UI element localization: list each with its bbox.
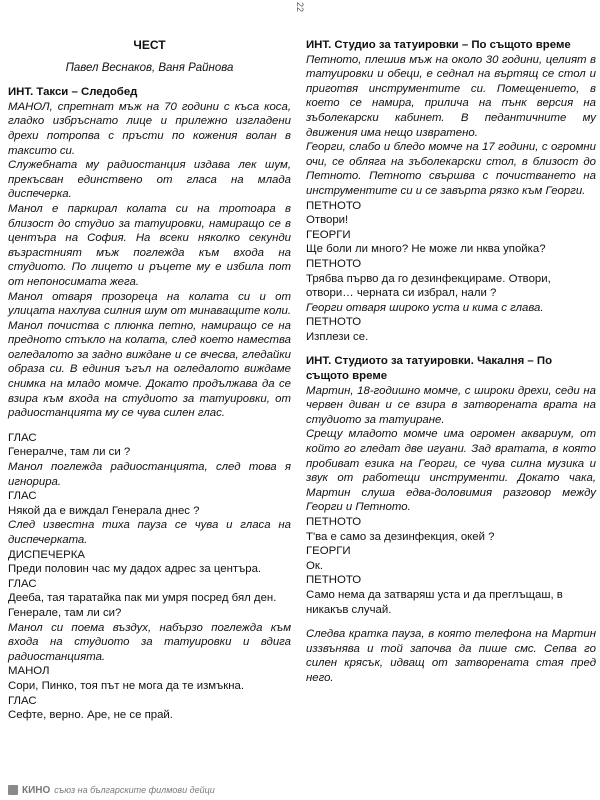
action-text: Петното, плешив мъж на около 30 години, целият в татуировки и обеци, е седнал на въртящ се стол и приготвя инструментите си. Помещението, в което се намира, прилича на пънк версия на зъболекарски кабинет. В педантичните му движения има нещо извратено. xyxy=(306,53,596,139)
character-name: ПЕТНОТО xyxy=(306,574,362,587)
action-text: Срещу младото момче има огромен аквариум, от който го гледат две игуани. Зад вратата, в която пробиват езика на Георги, се чува силна музика и звук от работещи инструменти. Докато чака, Мартин слуша едва-доловимия разговор между Георги и Петното. xyxy=(306,428,596,514)
scene-heading: ИНТ. Студио за татуировки – По същото време xyxy=(306,39,571,51)
character-name: МАНОЛ xyxy=(8,665,50,678)
dialogue-line: Само нема да затваряш уста и да преглъщаш, в никакъв случай. xyxy=(306,588,563,616)
dialogue-line: Ок. xyxy=(306,559,324,572)
action-text: Георги отваря широко уста и кима с глава. xyxy=(306,301,544,314)
dialogue-line: Сефте, верно. Аре, не се прай. xyxy=(8,709,173,722)
character-name: ПЕТНОТО xyxy=(306,316,362,329)
action-text: Манол си поема въздух, набързо поглежда към входа на студиото за татуировки и вдига радиостанцията. xyxy=(8,621,291,663)
character-name: ГЕОРГИ xyxy=(306,228,351,241)
dialogue-line: Отвори! xyxy=(306,214,349,227)
dialogue-line: Генералче, там ли си ? xyxy=(8,446,131,459)
dialogue-line: Някой да е виждал Генерала днес ? xyxy=(8,504,200,517)
scene-heading: ИНТ. Такси – Следобед xyxy=(8,86,138,99)
scene-heading: ИНТ. Студиото за татуировки. Чакалня – По същото време xyxy=(306,355,553,383)
right-column xyxy=(306,38,596,686)
spacer xyxy=(8,421,291,431)
character-name: ГЛАС xyxy=(8,490,37,503)
character-name: ПЕТНОТО xyxy=(306,199,362,212)
action-text: Манол поглежда радиостанцията, след това я игнорира. xyxy=(8,461,291,488)
page-number: 22 xyxy=(295,1,305,12)
character-name: ГЛАС xyxy=(8,577,37,590)
action-text: След известна тиха пауза се чува и гласа на диспечерката. xyxy=(8,519,291,546)
character-name: ПЕТНОТО xyxy=(306,516,362,528)
character-name: ПЕТНОТО xyxy=(306,257,362,270)
dialogue-line: Дееба, тая таратайка пак ми умря посред бял ден. Генерале, там ли си? xyxy=(8,592,277,619)
action-text: Георги, слабо и бледо момче на 17 години, с огромни очи, се обляга на зъболекарски стол, в близост до Петното. Петното свършва с почистването на инструментите си и се завърта рязко към Георги. xyxy=(306,141,596,197)
footer-brand: КИНО xyxy=(22,784,51,796)
action-text: МАНОЛ, спретнат мъж на 70 години с къса коса, гладко избръснато лице и прилежно изгладени дрехи потропва с пръсти по кожения волан в таксито си. xyxy=(8,100,291,157)
action-text: Служебната му радиостанция издава лек шум, прекъсван единствено от гласа на млада диспечерка. xyxy=(8,159,291,201)
spacer xyxy=(306,344,596,354)
page-title: ЧЕСТ xyxy=(133,38,166,52)
dialogue-line: Т'ва е само за дезинфекция, окей ? xyxy=(306,530,495,543)
dialogue-line: Трябва първо да го дезинфекцираме. Отвори, отвори… черната си избрал, нали ? xyxy=(306,272,551,300)
action-text: Манол отваря прозореца на колата си и от улицата нахлува силния шум от минаващите коли. Манол почиства с плюнка петно, намиращо се на предното стъкло на колата, след което намества огледалото за задно виждане и се вчесва, гледайки образа си. В единия ъгъл на огледалото виждаме снимка на младо момче. Докато продължава да се взира към входа на студиото за татуировки, от радиостанцията му се чува силен глас. xyxy=(8,290,291,420)
left-column xyxy=(8,38,291,723)
spacer xyxy=(306,617,596,627)
character-name: ГЕОРГИ xyxy=(306,545,351,558)
character-name: ГЛАС xyxy=(8,694,37,707)
action-text: Следва кратка пауза, в която телефона на Мартин иззвънява и той започва да пише смс. Сепва го силен крясък, идващ от затворената стая пред него. xyxy=(306,628,596,684)
footer-tagline: съюз на българските филмови дейци xyxy=(54,785,215,795)
character-name: ДИСПЕЧЕРКА xyxy=(8,548,85,561)
action-text: Мартин, 18-годишно момче, с широки дрехи, седи на червен диван и се взира в затворената врата на студиото за татуиране. xyxy=(306,384,596,426)
character-name: ГЛАС xyxy=(8,431,37,444)
action-text: Манол е паркирал колата си на тротоара в близост до студио за татуировки, намиращо се в центъра на София. На всеки няколко секунди възрастният мъж поглежда към входа на студиото. По лицето и ръцете му е избила пот от непоносимата жега. xyxy=(8,202,291,288)
dialogue-line: Изплези се. xyxy=(306,330,369,343)
authors: Павел Веснаков, Ваня Райнова xyxy=(65,61,234,74)
dialogue-line: Сори, Пинко, тоя път не мога да те измъкна. xyxy=(8,679,245,692)
kino-logo-icon xyxy=(8,785,18,795)
dialogue-line: Ще боли ли много? Не може ли нква упойка? xyxy=(306,243,546,256)
dialogue-line: Преди половин час му дадох адрес за центъра. xyxy=(8,563,262,576)
footer xyxy=(8,783,215,797)
